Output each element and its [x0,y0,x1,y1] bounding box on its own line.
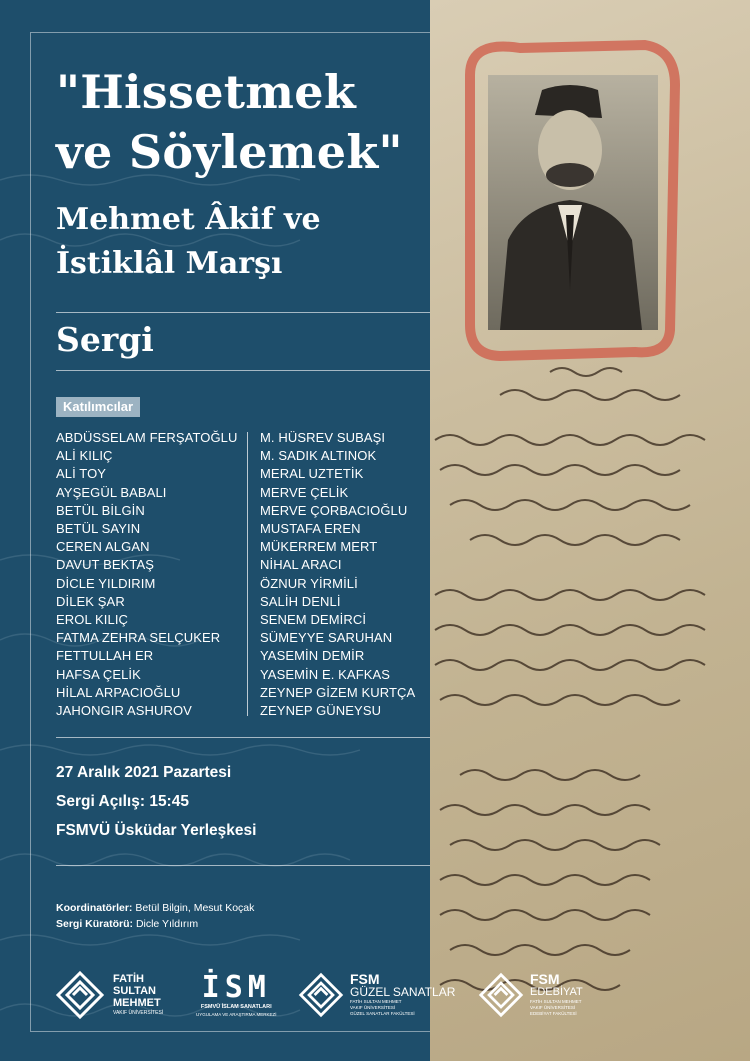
gsf-logo [298,960,455,1030]
coordinators-label: Koordinatörler: [56,902,133,914]
participant-name: BETÜL SAYIN [56,521,141,537]
ism-mark: İSM [201,969,271,1005]
title-line-1: "Hissetmek [56,65,357,119]
gsf-text [350,973,455,1017]
participant-name: FETTULLAH ER [56,648,154,664]
participant-name: DİCLE YILDIRIM [56,575,156,591]
fsmvu-mark-icon [55,970,105,1020]
ism-line-1: FSMVÜ İSLAM SANATLARI [200,1003,272,1010]
participant-name: MUSTAFA EREN [260,521,361,537]
edb-line-5: EDEBİYAT FAKÜLTESİ [530,1011,577,1016]
event-venue: FSMVÜ Üsküdar Yerleşkesi [56,822,257,839]
participant-name: DİLEK ŞAR [56,593,125,609]
event-opening: Sergi Açılış: 15:45 [56,793,189,810]
participant-name: M. HÜSREV SUBAŞI [260,430,386,445]
section-label: Sergi [56,320,154,359]
edb-line-2: EDEBİYAT [530,986,583,998]
participant-name: MERVE ÇELİK [260,484,349,500]
fsmvu-line-3: MEHMET [113,997,161,1009]
title-line-2: ve Söylemek" [56,125,403,179]
gsf-line-1: FSM [350,971,380,987]
edb-line-3: FATİH SULTAN MEHMET [530,999,582,1004]
participant-name: ZEYNEP GİZEM KURTÇA [260,684,416,700]
edb-mark-icon [478,972,524,1018]
participant-name: YASEMİN DEMİR [260,648,365,664]
fsmvu-line-2: SULTAN [113,985,156,997]
curator-label: Sergi Küratörü: [56,918,134,930]
participant-name: JAHONGIR ASHUROV [56,703,192,719]
participant-name: ZEYNEP GÜNEYSU [260,703,382,719]
gsf-line-5: GÜZEL SANATLAR FAKÜLTESİ [350,1011,415,1016]
divider-mid [56,370,430,371]
participant-name: AYŞEGÜL BABALI [56,484,167,500]
participants-list-left [56,429,246,720]
participant-name: ALİ KILIÇ [56,448,113,464]
fsmvu-logo [55,960,163,1030]
participant-name: MERAL UZTETİK [260,466,364,482]
participant-name: EROL KILIÇ [56,612,129,628]
divider-top [56,312,430,313]
participant-name: YASEMİN E. KAFKAS [260,666,391,682]
participant-name: M. SADIK ALTINOK [260,448,377,464]
fsmvu-text [113,973,163,1017]
curator [56,916,198,932]
manuscript-image [430,0,750,1061]
event-date: 27 Aralık 2021 Pazartesi [56,764,232,781]
manuscript-illustration [430,0,750,1061]
column-divider [247,432,248,716]
participant-name: SALİH DENLİ [260,593,341,609]
subtitle-line-2: İstiklâl Marşı [56,246,283,281]
logo-strip [0,960,750,1030]
gsf-line-2: GÜZEL SANATLAR [350,985,456,999]
participant-name: FATMA ZEHRA SELÇUKER [56,630,221,646]
edb-logo [478,960,583,1030]
participant-name: ÖZNUR YİRMİLİ [260,575,358,591]
subtitle [56,198,426,286]
participants-badge: Katılımcılar [56,397,140,417]
participant-name: SÜMEYYE SARUHAN [260,630,393,646]
participant-name: ALİ TOY [56,466,107,482]
edb-line-4: VAKIF ÜNİVERSİTESİ [530,1005,576,1010]
edb-text [530,973,583,1017]
participant-name: ABDÜSSELAM FERŞATOĞLU [56,430,238,445]
participant-name: MERVE ÇORBACIOĞLU [260,502,408,518]
coordinators [56,900,254,916]
ism-line-2: UYGULAMA VE ARAŞTIRMA MERKEZİ [196,1011,277,1017]
coordinators-names: Betül Bilgin, Mesut Koçak [135,902,255,914]
ism-logo [196,960,277,1030]
gsf-line-3: FATİH SULTAN MEHMET [350,999,402,1004]
participant-name: HİLAL ARPACIOĞLU [56,684,181,700]
divider-participants [56,737,430,738]
curator-name: Dicle Yıldırım [135,918,199,930]
gsf-mark-icon [298,972,344,1018]
participant-name: CEREN ALGAN [56,539,150,555]
participant-name: BETÜL BİLGİN [56,502,145,518]
subtitle-line-1: Mehmet Âkif ve [56,202,321,237]
participant-name: NİHAL ARACI [260,557,342,573]
edb-line-1: FSM [530,971,560,987]
divider-event [56,865,430,866]
participants-list-right [260,429,435,720]
participant-name: SENEM DEMİRCİ [260,612,367,628]
fsmvu-line-1: FATİH [113,973,144,985]
fsmvu-line-4: VAKIF ÜNİVERSİTESİ [113,1010,164,1016]
gsf-line-4: VAKIF ÜNİVERSİTESİ [350,1005,396,1010]
participant-name: DAVUT BEKTAŞ [56,557,155,573]
main-title [56,62,426,182]
participant-name: MÜKERREM MERT [260,539,378,555]
participant-name: HAFSA ÇELİK [56,666,141,682]
